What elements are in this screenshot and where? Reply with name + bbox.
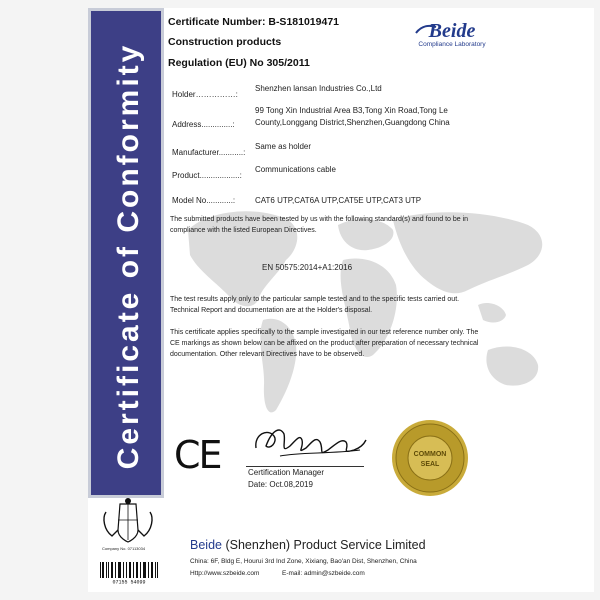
address-value-line2: County,Longgang District,Shenzhen,Guangdong China [255,118,450,127]
holder-value: Shenzhen lansan Industries Co.,Ltd [255,84,382,93]
seal-line1: COMMON [413,451,447,458]
standard-reference: EN 50575:2014+A1:2016 [262,263,353,272]
common-seal-icon [390,418,470,498]
holder-label: Holder……………: [172,90,238,99]
footer-website: Http://www.szbeide.com [190,570,260,577]
manufacturer-value: Same as holder [255,142,312,151]
address-label: Address..............: [172,120,235,129]
company-number: Company No. 07113034 [102,546,146,551]
coat-of-arms-icon [98,498,158,544]
construction-products-heading: Construction products [168,36,282,48]
footer-company-rest: (Shenzhen) Product Service Limited [221,538,426,552]
certificate-number: Certificate Number: B-S181019471 [168,16,339,28]
beide-logo [412,20,492,48]
footer-address: China: 6F, Bldg E, Hourui 3rd Ind Zone, Xixiang, Bao'an Dist, Shenzhen, China [190,558,417,565]
signature-role: Certification Manager [248,468,325,477]
sidebar-title: Certificate of Conformity [112,42,145,470]
footer-email: E-mail: admin@szbeide.com [282,570,365,577]
ce-mark: CE [174,433,221,477]
seal-line2: SEAL [420,461,440,468]
footer-brand: Beide [190,538,222,552]
signature-date: Date: Oct.08,2019 [248,480,313,489]
ce-marking-paragraph: This certificate applies specifically to the sample investigated in our test reference number only. The CE markings as shown below can be affixed on the product after preparation of necessary technical documentation. Other relevant Directives have to be observed. [170,329,479,358]
test-results-paragraph: The test results apply only to the particular sample tested and to the specific tests carried out. Technical Report and documentation are at the Holder's disposal. [170,296,460,314]
logo-subtitle: Compliance Laboratory [418,41,486,48]
swoosh-icon [414,23,438,37]
sidebar-banner [88,8,164,498]
model-value: CAT6 UTP,CAT6A UTP,CAT5E UTP,CAT3 UTP [255,196,422,205]
barcode-icon [98,562,160,584]
manufacturer-label: Manufacturer...........: [172,148,246,157]
address-value-line1: 99 Tong Xin Industrial Area B3,Tong Xin Road,Tong Le [255,106,448,115]
signature-line [246,466,364,467]
logo-name: Beide [428,20,476,42]
product-value: Communications cable [255,165,336,174]
compliance-paragraph: The submitted products have been tested by us with the following standard(s) and found to be in compliance with the listed European Directives. [170,216,469,234]
product-label: Product..................: [172,171,242,180]
barcode-digits: 07155 54099 [112,579,146,584]
footer-company-name [190,538,426,552]
model-label: Model No............: [172,196,236,205]
signature-icon [250,420,370,464]
regulation-heading: Regulation (EU) No 305/2011 [168,57,310,69]
